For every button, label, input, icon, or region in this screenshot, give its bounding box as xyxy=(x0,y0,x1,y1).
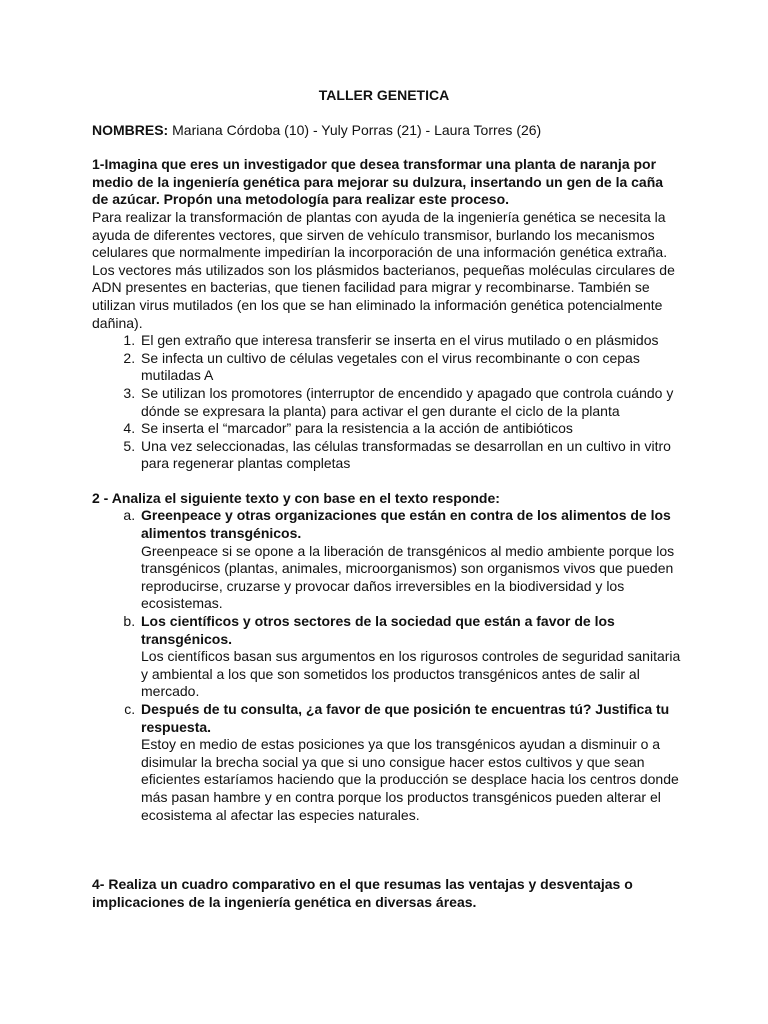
question-1-answer: Para realizar la transformación de plantas con ayuda de la ingeniería genética se necesita la ayuda de diferentes vectores, que sirven de vehículo transmisor, burlando los mecanismos celulares que normalmente impedirían la incorporación de una información genética extraña. Los vectores más utilizados son los plásmidos bacterianos, pequeñas moléculas circulares de ADN presentes en bacterias, que tienen facilidad para migrar y recombinarse. También se utilizan virus mutilados (en los que se han eliminado la información genética potencialmente dañina). xyxy=(92,208,675,331)
item-heading: b. Los científicos y otros sectores de la sociedad que están a favor de los transgénicos. xyxy=(141,613,615,647)
question-2-items xyxy=(92,507,682,824)
spacer xyxy=(92,473,682,490)
item-body: Greenpeace si se opone a la liberación de transgénicos al medio ambiente porque los transgénicos (plantas, animales, microorganismos) son organismos vivos que pueden reproducirse, cruzarse y provocar daños irreversibles en la biodiversidad y los ecosistemas. xyxy=(141,542,675,612)
item-heading: a. Greenpeace y otras organizaciones que están en contra de los alimentos de los alimentos transgénicos. xyxy=(141,507,671,542)
student-names xyxy=(92,122,682,140)
document-title: TALLER GENETICA xyxy=(318,87,450,103)
question-4-prompt: 4- Realiza un cuadro comparativo en el que resumas las ventajas y desventajas o implicaciones de la ingeniería genética en diversas áreas. xyxy=(92,876,633,910)
step-item: 5. Una vez seleccionadas, las células transformadas se desarrollan en un cultivo in vitro para regenerar plantas completas xyxy=(139,438,682,473)
names-label: NOMBRES: xyxy=(92,121,169,138)
item-body: Estoy en medio de estas posiciones ya que los transgénicos ayudan a disminuir o a disimular la brecha social ya que si uno consigue hacer estos cultivos y que sean eficientes estaríamos haciendo que la producción se desplace hacia los centros donde más pasan hambre y en contra porque los productos transgénicos pueden alterar el ecosistema al afectar las especies naturales. xyxy=(141,736,679,823)
step-item: 2. Se infecta un cultivo de células vegetales con el virus recombinante o con cepas mutiladas A xyxy=(139,350,682,385)
names-value: Mariana Córdoba (10) - Yuly Porras (21) - Laura Torres (26) xyxy=(168,121,542,138)
question-1-prompt: 1-Imagina que eres un investigador que desea transformar una planta de naranja por medio de la ingeniería genética para mejorar su dulzura, insertando un gen de la caña de azúcar. Propón una metodología para realizar este proceso. xyxy=(92,156,664,208)
step-item: 3. Se utilizan los promotores (interruptor de encendido y apagado que controla cuándo y dónde se expresara la planta) para activar el gen durante el ciclo de la planta xyxy=(139,385,682,420)
spacer xyxy=(92,824,682,876)
item-heading: c. Después de tu consulta, ¿a favor de que posición te encuentras tú? Justifica tu respuesta. xyxy=(141,701,670,735)
question-2-prompt: 2 - Analiza el siguiente texto y con base en el texto responde: xyxy=(92,489,500,506)
step-item: 1. El gen extraño que interesa transferir se inserta en el virus mutilado o en plásmidos xyxy=(139,332,682,350)
question-2-item-c xyxy=(139,701,682,824)
question-1-steps xyxy=(92,332,682,473)
question-1 xyxy=(92,156,682,473)
step-item: 4. Se inserta el “marcador” para la resistencia a la acción de antibióticos xyxy=(139,420,682,438)
question-2-item-a xyxy=(139,507,682,613)
document-body xyxy=(92,87,682,911)
question-2 xyxy=(92,490,682,824)
question-2-item-b xyxy=(139,613,682,701)
item-body: Los científicos basan sus argumentos en los rigurosos controles de seguridad sanitaria y ambiental a los que son sometidos los productos transgénicos antes de salir al mercado. xyxy=(141,648,681,700)
question-4 xyxy=(92,876,682,911)
